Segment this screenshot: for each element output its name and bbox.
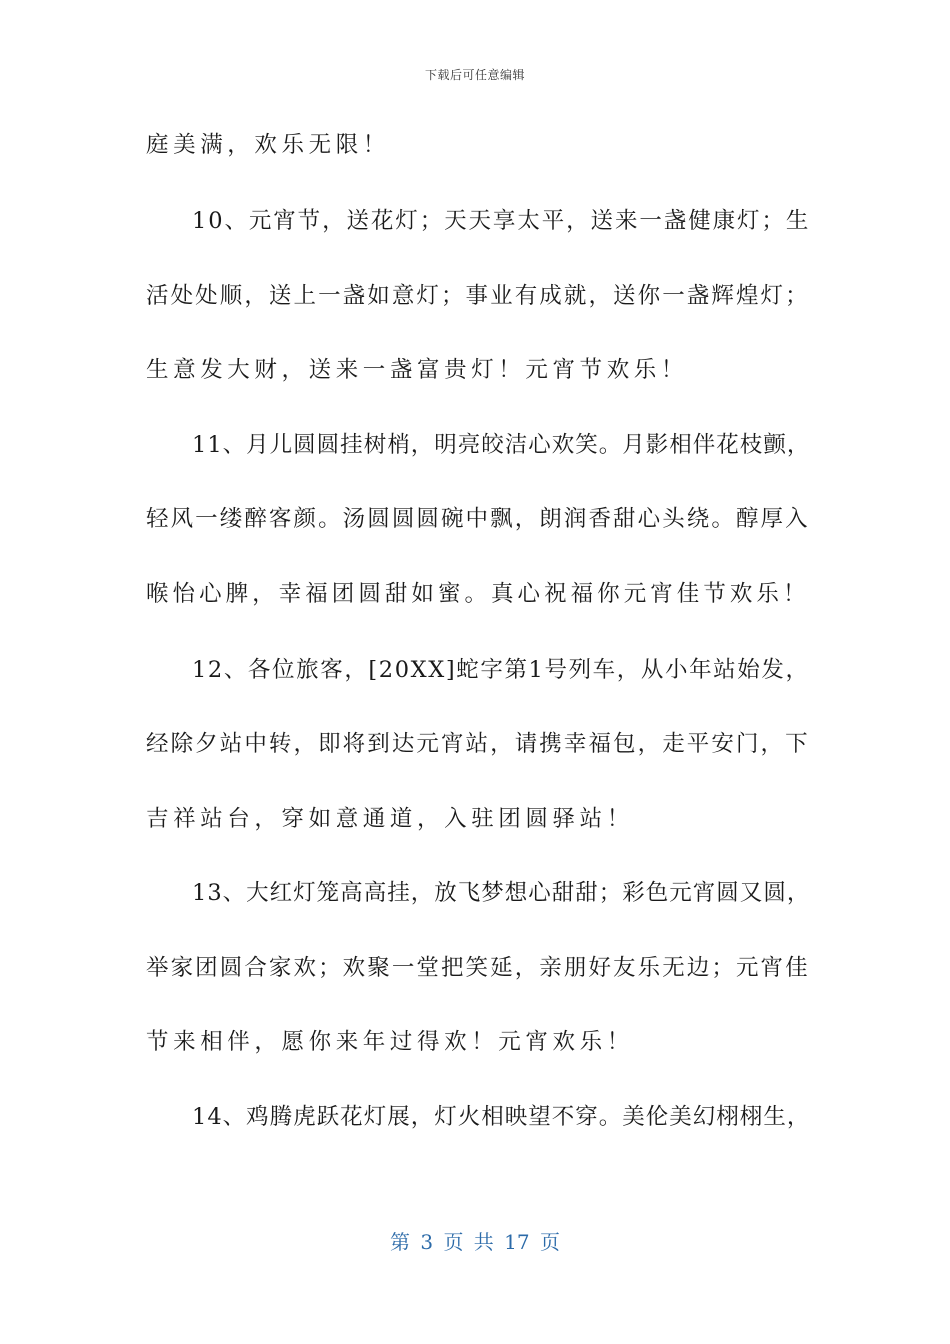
body-text-line: 14、鸡腾虎跃花灯展，灯火相映望不穿。美伦美幻栩栩生， [192, 1104, 811, 1130]
body-text-line: 吉祥站台，穿如意通道，入驻团圆驿站！ [146, 806, 634, 832]
body-text-line: 11、月儿圆圆挂树梢，明亮皎洁心欢笑。月影相伴花枝颤， [192, 432, 811, 458]
body-text-line: 活处处顺，送上一盏如意灯；事业有成就，送你一盏辉煌灯； [146, 283, 810, 309]
body-text-line: 庭美满，欢乐无限！ [146, 132, 390, 158]
body-text-line: 经除夕站中转，即将到达元宵站，请携幸福包，走平安门，下 [146, 731, 810, 757]
page-number-footer: 第 3 页 共 17 页 [390, 1230, 560, 1254]
body-text-line: 生意发大财，送来一盏富贵灯！元宵节欢乐！ [146, 357, 689, 383]
body-text-line: 喉怡心脾，幸福团圆甜如蜜。真心祝福你元宵佳节欢乐！ [146, 581, 810, 607]
body-text-line: 举家团圆合家欢；欢聚一堂把笑延，亲朋好友乐无边；元宵佳 [146, 955, 810, 981]
body-text-line: 12、各位旅客，[20XX]蛇字第1号列车，从小年站始发， [192, 657, 810, 683]
page-header: 下载后可任意编辑 [424, 68, 525, 82]
body-text-line: 10、元宵节，送花灯；天天享太平，送来一盏健康灯；生 [192, 208, 811, 234]
body-text-line: 13、大红灯笼高高挂，放飞梦想心甜甜；彩色元宵圆又圆， [192, 880, 811, 906]
body-text-line: 节来相伴，愿你来年过得欢！元宵欢乐！ [146, 1029, 634, 1055]
body-text-line: 轻风一缕醉客颜。汤圆圆圆碗中飘，朗润香甜心头绕。醇厚入 [146, 506, 810, 532]
